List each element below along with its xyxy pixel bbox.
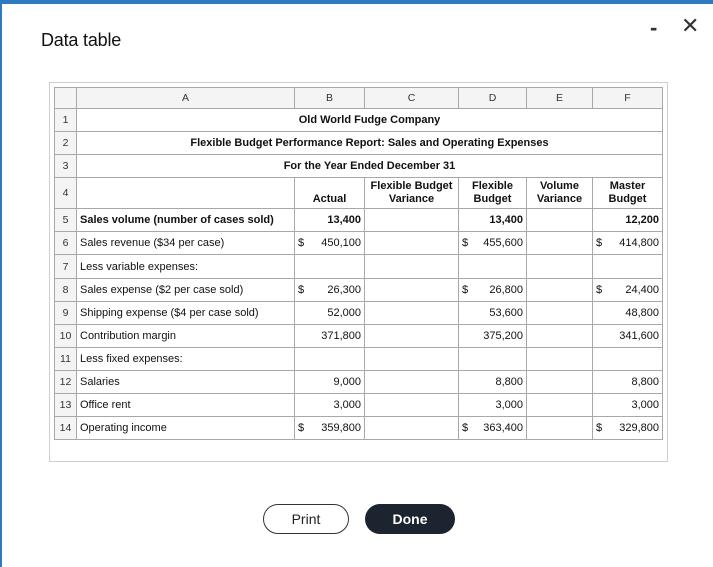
header-flexible-budget-variance: Flexible Budget Variance <box>365 178 459 209</box>
flexible-budget-variance-cell <box>365 394 459 417</box>
master-budget-value: 414,800 <box>619 237 659 250</box>
master-budget-value: 341,600 <box>593 324 663 347</box>
flexible-budget-value: 455,600 <box>483 237 523 250</box>
corner-cell <box>55 88 77 109</box>
row-number: 2 <box>55 132 77 155</box>
actual-value: 359,800 <box>321 422 361 435</box>
dollar-sign: $ <box>298 422 305 435</box>
master-budget-value: 48,800 <box>593 301 663 324</box>
table-row <box>55 301 663 324</box>
dollar-sign: $ <box>596 422 603 435</box>
header-master-budget: Master Budget <box>593 178 663 209</box>
flexible-budget-variance-cell <box>365 232 459 255</box>
minimize-icon[interactable]: - <box>650 15 658 40</box>
flexible-budget-variance-cell <box>365 370 459 393</box>
flexible-budget-value: 3,000 <box>459 394 527 417</box>
header-volume-variance: Volume Variance <box>527 178 593 209</box>
flexible-budget-cell <box>459 232 527 255</box>
volume-variance-cell <box>527 370 593 393</box>
actual-cell <box>295 347 365 370</box>
flexible-budget-cell <box>459 347 527 370</box>
data-table-panel <box>49 82 668 462</box>
master-budget-value: 12,200 <box>593 209 663 232</box>
report-period: For the Year Ended December 31 <box>77 155 663 178</box>
flexible-budget-variance-cell <box>365 255 459 278</box>
volume-variance-cell <box>527 301 593 324</box>
dollar-sign: $ <box>596 283 603 296</box>
column-header: A <box>77 88 295 109</box>
master-budget-cell <box>593 417 663 440</box>
row-number: 6 <box>55 232 77 255</box>
header-flexible-budget: Flexible Budget <box>459 178 527 209</box>
master-budget-cell <box>593 255 663 278</box>
actual-cell <box>295 255 365 278</box>
column-header: E <box>527 88 593 109</box>
master-budget-cell <box>593 278 663 301</box>
master-budget-value: 329,800 <box>619 422 659 435</box>
row-label: Operating income <box>77 417 295 440</box>
row-number: 3 <box>55 155 77 178</box>
flexible-budget-variance-cell <box>365 347 459 370</box>
row-label: Shipping expense ($4 per case sold) <box>77 301 295 324</box>
actual-value: 26,300 <box>327 283 361 296</box>
volume-variance-cell <box>527 394 593 417</box>
table-row <box>55 109 663 132</box>
table-row <box>55 324 663 347</box>
row-label: Less fixed expenses: <box>77 347 295 370</box>
row-label: Less variable expenses: <box>77 255 295 278</box>
row-label: Contribution margin <box>77 324 295 347</box>
row-number: 5 <box>55 209 77 232</box>
done-button[interactable]: Done <box>365 504 455 534</box>
row-number: 13 <box>55 394 77 417</box>
table-row <box>55 394 663 417</box>
dollar-sign: $ <box>298 283 305 296</box>
flexible-budget-value: 375,200 <box>459 324 527 347</box>
table-header-row <box>55 178 663 209</box>
row-label: Sales expense ($2 per case sold) <box>77 278 295 301</box>
close-icon[interactable]: ✕ <box>681 13 700 38</box>
column-header: C <box>365 88 459 109</box>
flexible-budget-value: 8,800 <box>459 370 527 393</box>
actual-value: 371,800 <box>295 324 365 347</box>
actual-value: 3,000 <box>295 394 365 417</box>
table-row <box>55 232 663 255</box>
volume-variance-cell <box>527 278 593 301</box>
flexible-budget-cell <box>459 417 527 440</box>
row-number: 14 <box>55 417 77 440</box>
dollar-sign: $ <box>462 283 469 296</box>
flexible-budget-variance-cell <box>365 417 459 440</box>
actual-value: 9,000 <box>295 370 365 393</box>
flexible-budget-variance-cell <box>365 209 459 232</box>
master-budget-value: 3,000 <box>593 394 663 417</box>
actual-cell <box>295 417 365 440</box>
flexible-budget-cell <box>459 278 527 301</box>
flexible-budget-variance-cell <box>365 324 459 347</box>
window-left-border <box>0 0 2 567</box>
master-budget-cell <box>593 347 663 370</box>
volume-variance-cell <box>527 417 593 440</box>
column-header: B <box>295 88 365 109</box>
window-top-border <box>0 0 713 4</box>
flexible-budget-cell <box>459 255 527 278</box>
row-label: Sales revenue ($34 per case) <box>77 232 295 255</box>
row-label: Sales volume (number of cases sold) <box>77 209 295 232</box>
master-budget-cell <box>593 232 663 255</box>
actual-value: 52,000 <box>295 301 365 324</box>
table-row <box>55 347 663 370</box>
flexible-budget-value: 26,800 <box>489 283 523 296</box>
column-header-row <box>55 88 663 109</box>
row-number: 12 <box>55 370 77 393</box>
print-button[interactable]: Print <box>263 504 349 534</box>
table-row <box>55 278 663 301</box>
dollar-sign: $ <box>596 237 603 250</box>
row-number: 9 <box>55 301 77 324</box>
table-row <box>55 417 663 440</box>
table-row <box>55 132 663 155</box>
master-budget-value: 8,800 <box>593 370 663 393</box>
flexible-budget-value: 363,400 <box>483 422 523 435</box>
table-row <box>55 209 663 232</box>
table-row <box>55 255 663 278</box>
volume-variance-cell <box>527 255 593 278</box>
header-actual: Actual <box>295 178 365 209</box>
row-label: Salaries <box>77 370 295 393</box>
flexible-budget-variance-cell <box>365 278 459 301</box>
label-header <box>77 178 295 209</box>
column-header: F <box>593 88 663 109</box>
column-header: D <box>459 88 527 109</box>
dialog-title: Data table <box>41 30 122 50</box>
flexible-budget-variance-cell <box>365 301 459 324</box>
dollar-sign: $ <box>298 237 305 250</box>
flexible-budget-value: 13,400 <box>459 209 527 232</box>
actual-cell <box>295 278 365 301</box>
dollar-sign: $ <box>462 422 469 435</box>
company-name: Old World Fudge Company <box>77 109 663 132</box>
row-number: 10 <box>55 324 77 347</box>
spreadsheet <box>54 87 663 440</box>
dollar-sign: $ <box>462 237 469 250</box>
volume-variance-cell <box>527 232 593 255</box>
table-row <box>55 370 663 393</box>
row-number: 4 <box>55 178 77 209</box>
flexible-budget-value: 53,600 <box>459 301 527 324</box>
actual-value: 450,100 <box>321 237 361 250</box>
table-row <box>55 155 663 178</box>
report-title: Flexible Budget Performance Report: Sales and Operating Expenses <box>77 132 663 155</box>
actual-value: 13,400 <box>295 209 365 232</box>
row-number: 8 <box>55 278 77 301</box>
volume-variance-cell <box>527 347 593 370</box>
row-number: 11 <box>55 347 77 370</box>
row-label: Office rent <box>77 394 295 417</box>
row-number: 1 <box>55 109 77 132</box>
master-budget-value: 24,400 <box>625 283 659 296</box>
volume-variance-cell <box>527 324 593 347</box>
volume-variance-cell <box>527 209 593 232</box>
actual-cell <box>295 232 365 255</box>
row-number: 7 <box>55 255 77 278</box>
